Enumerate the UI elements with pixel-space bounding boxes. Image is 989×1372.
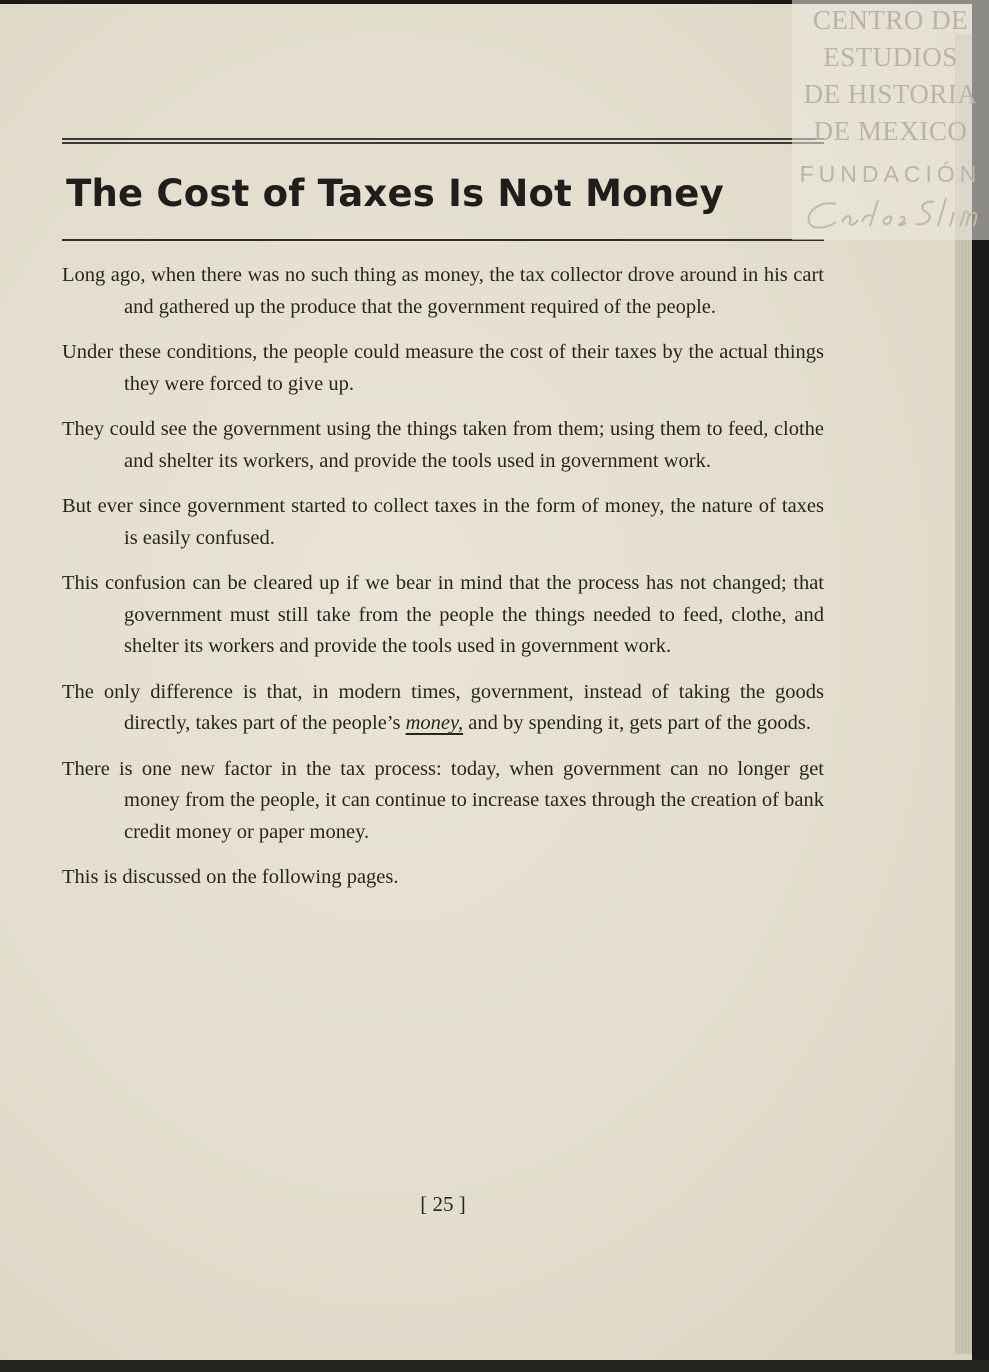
archive-watermark <box>792 0 989 240</box>
scan-bottom-edge <box>0 1360 989 1372</box>
watermark-line-4: DE MEXICO <box>813 116 968 146</box>
paragraph-8: This is discussed on the following pages. <box>62 866 399 888</box>
paragraph-2: Under these conditions, the people could measure the cost of their taxes by the actual things they were forced to give up. <box>62 341 824 395</box>
paragraph-6 <box>62 677 824 740</box>
emphasized-word-money: money, <box>405 712 464 734</box>
watermark-line-1: CENTRO DE <box>812 5 969 35</box>
page-title: The Cost of Taxes Is Not Money <box>66 172 724 215</box>
paragraph-4: But ever since government started to collect taxes in the form of money, the nature of taxes is easily confused. <box>62 495 824 549</box>
paragraph-7: There is one new factor in the tax process: today, when government can no longer get money from the people, it can continue to increase taxes through the creation of bank credit money or paper money. <box>62 757 824 843</box>
body-text <box>62 260 824 908</box>
paragraph-6-start: The only difference is that, in modern times, government, instead of taking the goods directly, takes part of the people’s <box>62 680 824 734</box>
page-number: [ 25 ] <box>420 1192 466 1216</box>
paragraph-6-end: and by spending it, gets part of the goods. <box>463 712 811 734</box>
watermark-line-3: DE HISTORIA <box>803 79 978 109</box>
signature-logo <box>792 192 989 241</box>
top-double-rule <box>62 138 824 144</box>
paragraph-3: They could see the government using the things taken from them; using them to feed, clothe and shelter its workers, and provide the tools used in government work. <box>62 418 824 472</box>
paragraph-1: Long ago, when there was no such thing as money, the tax collector drove around in his cart and gathered up the produce that the government required of the people. <box>62 264 824 318</box>
watermark-foundation: FUNDACIÓN <box>799 161 982 187</box>
watermark-line-2: ESTUDIOS <box>823 42 958 72</box>
title-underline-rule <box>62 239 824 241</box>
paragraph-5: This confusion can be cleared up if we bear in mind that the process has not changed; that government must still take from the people the things needed to feed, clothe, and shelter its workers and provide the tools used in government work. <box>62 572 824 657</box>
